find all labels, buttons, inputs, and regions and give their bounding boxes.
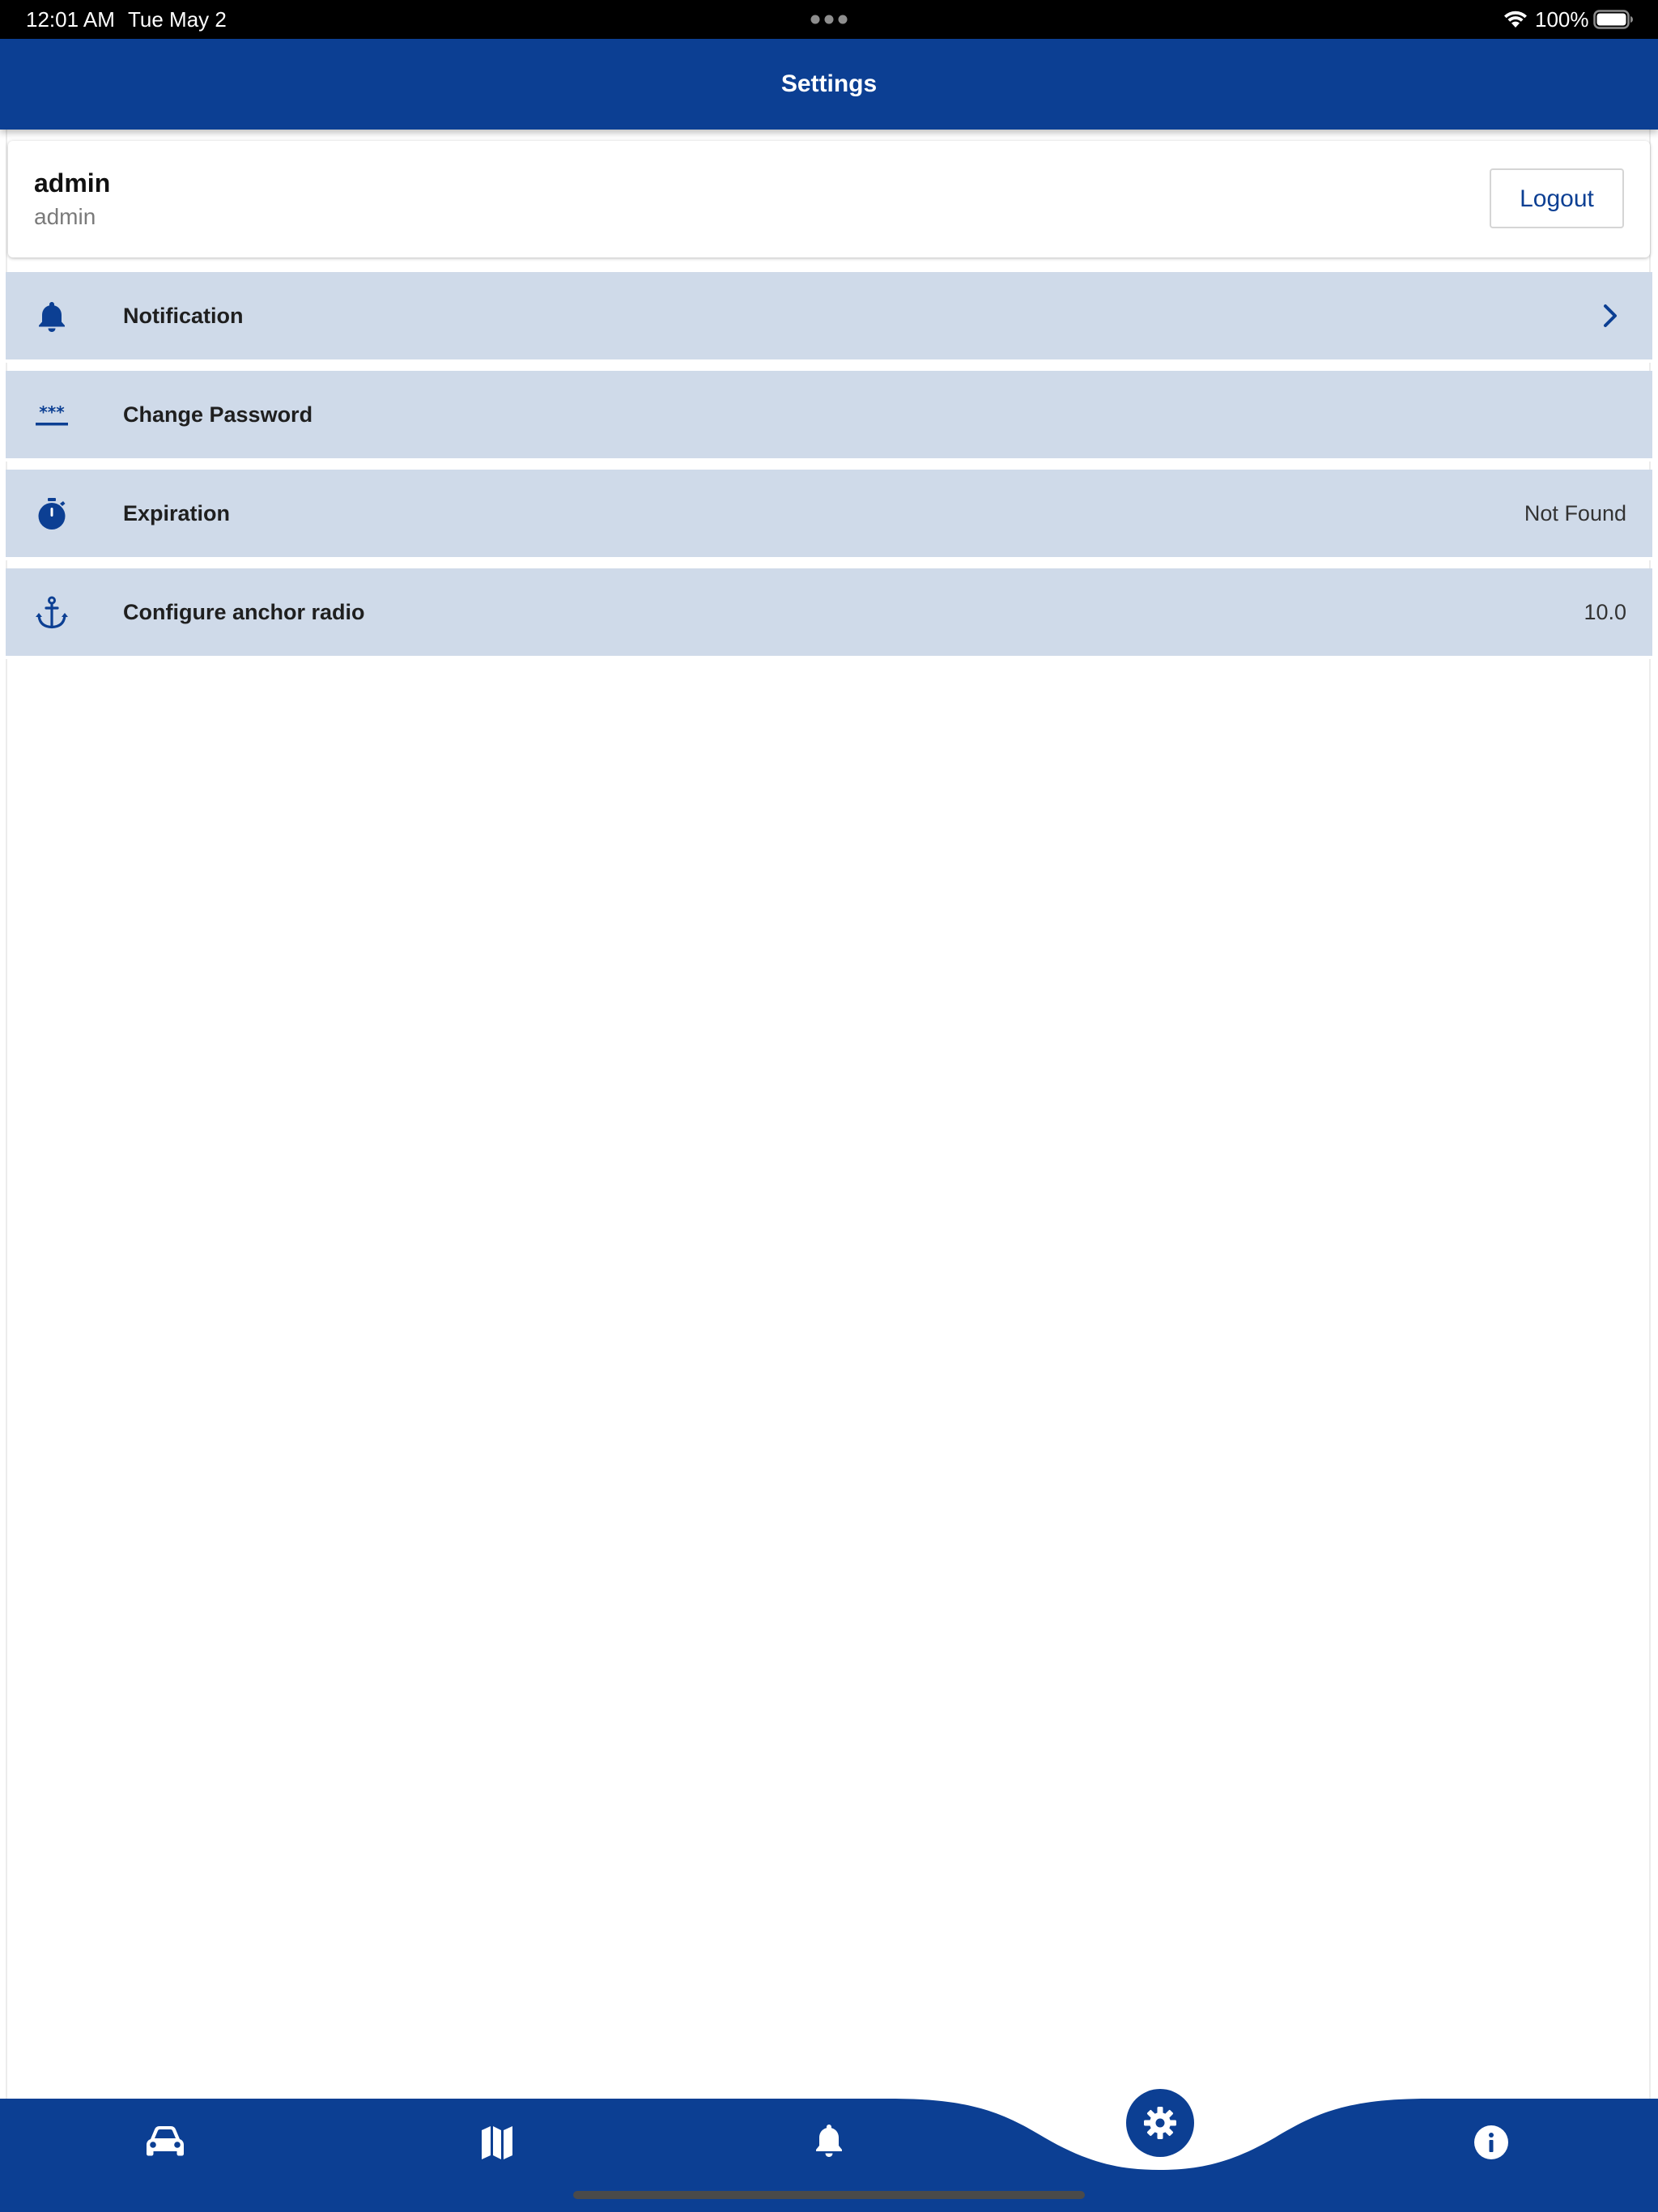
svg-text:***: *** <box>39 402 65 422</box>
settings-item-label: Change Password <box>123 402 313 427</box>
settings-item-anchor-radius[interactable] <box>6 568 1652 659</box>
anchor-icon <box>35 596 69 630</box>
settings-item-expiration[interactable] <box>6 470 1652 560</box>
settings-item-notification[interactable] <box>6 272 1652 363</box>
car-icon[interactable] <box>133 2110 198 2175</box>
info-icon[interactable] <box>1459 2110 1524 2175</box>
bell-icon <box>35 300 69 334</box>
bell-icon[interactable] <box>797 2110 861 2175</box>
user-card <box>8 141 1650 257</box>
password-icon <box>35 398 69 432</box>
status-time: 12:01 AM <box>26 7 115 32</box>
chevron-right-icon <box>1602 303 1618 329</box>
settings-item-change-password[interactable] <box>6 371 1652 462</box>
app-header <box>0 39 1658 130</box>
gear-icon <box>1142 2105 1178 2141</box>
map-icon[interactable] <box>465 2110 529 2175</box>
settings-item-label: Expiration <box>123 501 231 525</box>
page-title: Settings <box>780 70 878 97</box>
user-role: admin <box>34 204 96 229</box>
wifi-icon <box>1503 8 1528 29</box>
status-bar <box>0 0 1658 39</box>
settings-nav-button[interactable] <box>1126 2089 1194 2157</box>
battery-percentage: 100% <box>1535 7 1589 32</box>
settings-item-label: Configure anchor radio <box>123 600 365 624</box>
anchor-radius-value: 10.0 <box>1584 600 1626 624</box>
settings-item-label: Notification <box>123 304 244 328</box>
expiration-value: Not Found <box>1524 501 1626 525</box>
stopwatch-icon <box>35 497 69 531</box>
status-date: Tue May 2 <box>128 7 227 32</box>
user-name: admin <box>34 168 111 198</box>
battery-icon <box>1593 9 1634 30</box>
logout-button[interactable]: Logout <box>1490 168 1624 228</box>
multitasking-dots-icon[interactable] <box>810 14 848 25</box>
home-indicator[interactable] <box>573 2191 1085 2199</box>
